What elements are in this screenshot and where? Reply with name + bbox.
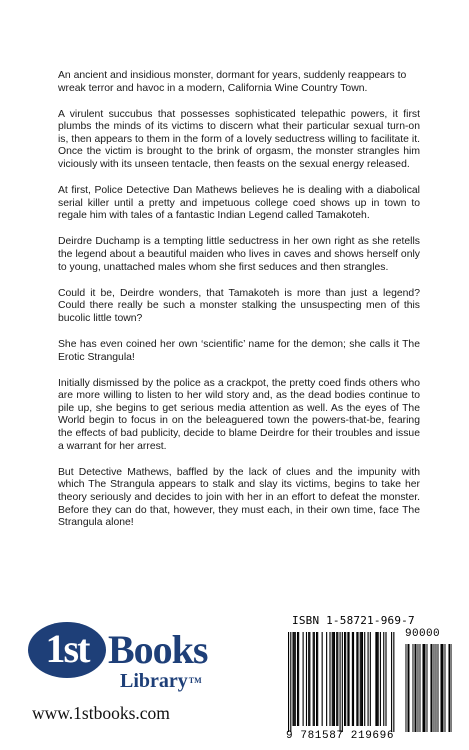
barcode-bar [383,632,384,726]
barcode-bar [385,632,386,726]
publisher-website: www.1stbooks.com [32,703,170,723]
trademark-mark: TM [188,676,202,685]
barcode-bar [314,632,315,726]
addon-bar [440,644,441,732]
addon-bar [419,644,420,732]
barcode-bar [290,632,291,732]
barcode-bar [326,632,327,726]
barcode-bar [344,632,345,726]
addon-bar [430,644,431,732]
barcode-bar [336,632,337,726]
addon-bar [433,644,434,732]
blurb-paragraph: At first, Police Detective Dan Mathews believes he is dealing with a diabolical serial killer until a pretty and impetuous college coed shows up in town to regale him with tales of a fantastic Indian Legend called Tamakoteh. [58,185,420,222]
blurb-paragraph: She has even coined her own ‘scientific’ name for the demon; she calls it The Erotic Strangula! [58,339,420,363]
addon-bar [414,644,415,732]
addon-bar [435,644,436,732]
isbn-label: ISBN 1-58721-969-7 [292,614,415,627]
addon-bar [442,644,443,732]
logo-number: 1st [45,626,89,671]
logo-word: Books [108,627,208,672]
addon-bar [423,644,424,732]
barcode-bar [333,632,334,726]
barcode-bar [308,632,309,726]
isbn-barcode [282,628,452,732]
barcode-bar [303,632,304,726]
barcode-bar [342,632,343,732]
barcode-bar [317,632,318,726]
addon-bar [449,644,450,732]
logo-sub [120,670,202,692]
barcode-bar [288,632,289,732]
barcode-bar [337,632,338,726]
blurb-paragraph: Initially dismissed by the police as a crackpot, the pretty coed finds others who are more willing to listen to her wild story and, as the dead bodies continue to pile up, she begins to get serious media attention as well. As the eyes of The World begin to focus in on the beleaguered town the powers-that-be, fearing the effects of bad publicity, decide to blame Deirdre for their troubles and issue a warrant for her arrest. [58,377,420,452]
barcode-bar [313,632,314,726]
barcode-bar [352,632,353,726]
barcode-bar [294,632,295,726]
barcode-bar [364,632,365,726]
barcode-bar [361,632,362,726]
addon-bar [408,644,409,732]
logo-sub-text: Library [120,670,188,692]
ean-digits: 9 781587 219696 [286,730,395,742]
logo-oval [28,622,106,678]
barcode-bar [357,632,358,726]
barcode-bar [298,632,299,726]
addon-bar [431,644,432,732]
addon-bar [417,644,418,732]
barcode-bar [297,632,298,726]
addon-bar [444,644,445,732]
blurb-paragraph: Deirdre Duchamp is a tempting little seductress in her own right as she retells the legend about a beautiful maiden who lives in caves and shows herself only to young, unattached males whom she first seduces and then strangles. [58,236,420,273]
barcode-bar [376,632,377,726]
addon-bar [448,644,449,732]
barcode-bar [362,632,363,726]
addon-bar [412,644,413,732]
barcode-bar [345,632,346,726]
barcode-bar [316,632,317,726]
blurb-paragraph: But Detective Mathews, baffled by the lack of clues and the impunity with which The Strangula appears to stalk and slay its victims, begins to take her theory seriously and decides to join with her in an effort to defeat the monster. Before they can do that, however, they must each, in their own time, face The Strangula alone! [58,466,420,529]
barcode-bar [334,632,335,726]
barcode-bar [306,632,307,726]
addon-bar [424,644,425,732]
barcode-bar [370,632,371,726]
barcode-bar [380,632,381,726]
barcode-bar [360,632,361,726]
addon-bar [437,644,438,732]
barcode-bar [391,632,392,732]
barcode-bar [368,632,369,726]
addon-bar [415,644,416,732]
barcode-bar [332,632,333,726]
blurb-paragraph: An ancient and insidious monster, dormant for years, suddenly reappears to wreak terror and havoc in a modern, California Wine Country Town. [58,70,407,94]
barcode-bar [356,632,357,726]
barcode-bar [375,632,376,726]
addon-bar [405,644,406,732]
blurb-paragraph: A virulent succubus that possesses sophisticated telepathic powers, it first plumbs the minds of its victims to discern what their particular sexual turn-on is, then appears to them in the form of a lovely seductress willing to facilitate it. Once the victim is brought to the brink of orgasm, the monster strangles him viciously with its unseen tentacle, then feasts on the sexual energy released. [58,108,420,171]
addon-bar [422,644,423,732]
barcode-bar [347,632,348,726]
barcode-bar [329,632,330,726]
barcode-bar [292,632,293,726]
addon-bar [426,644,427,732]
barcode-bar [340,632,341,732]
barcode-bar [378,632,379,726]
addon-bar [451,644,452,732]
blurb-paragraph: Could it be, Deirdre wonders, that Tamakoteh is more than just a legend? Could there really be such a monster stalking the unsuspecting men of this bucolic little town? [58,287,420,324]
barcode-bar [295,632,296,726]
addon-digits: 90000 [405,628,441,640]
addon-bar [441,644,442,732]
barcode-bar [393,632,394,732]
addon-bar [407,644,408,732]
barcode-bar [322,632,323,726]
barcode-bar [309,632,310,726]
barcode-bar [348,632,349,726]
publisher-logo [28,622,223,700]
barcode-bar [353,632,354,726]
back-cover-blurb [58,70,420,543]
